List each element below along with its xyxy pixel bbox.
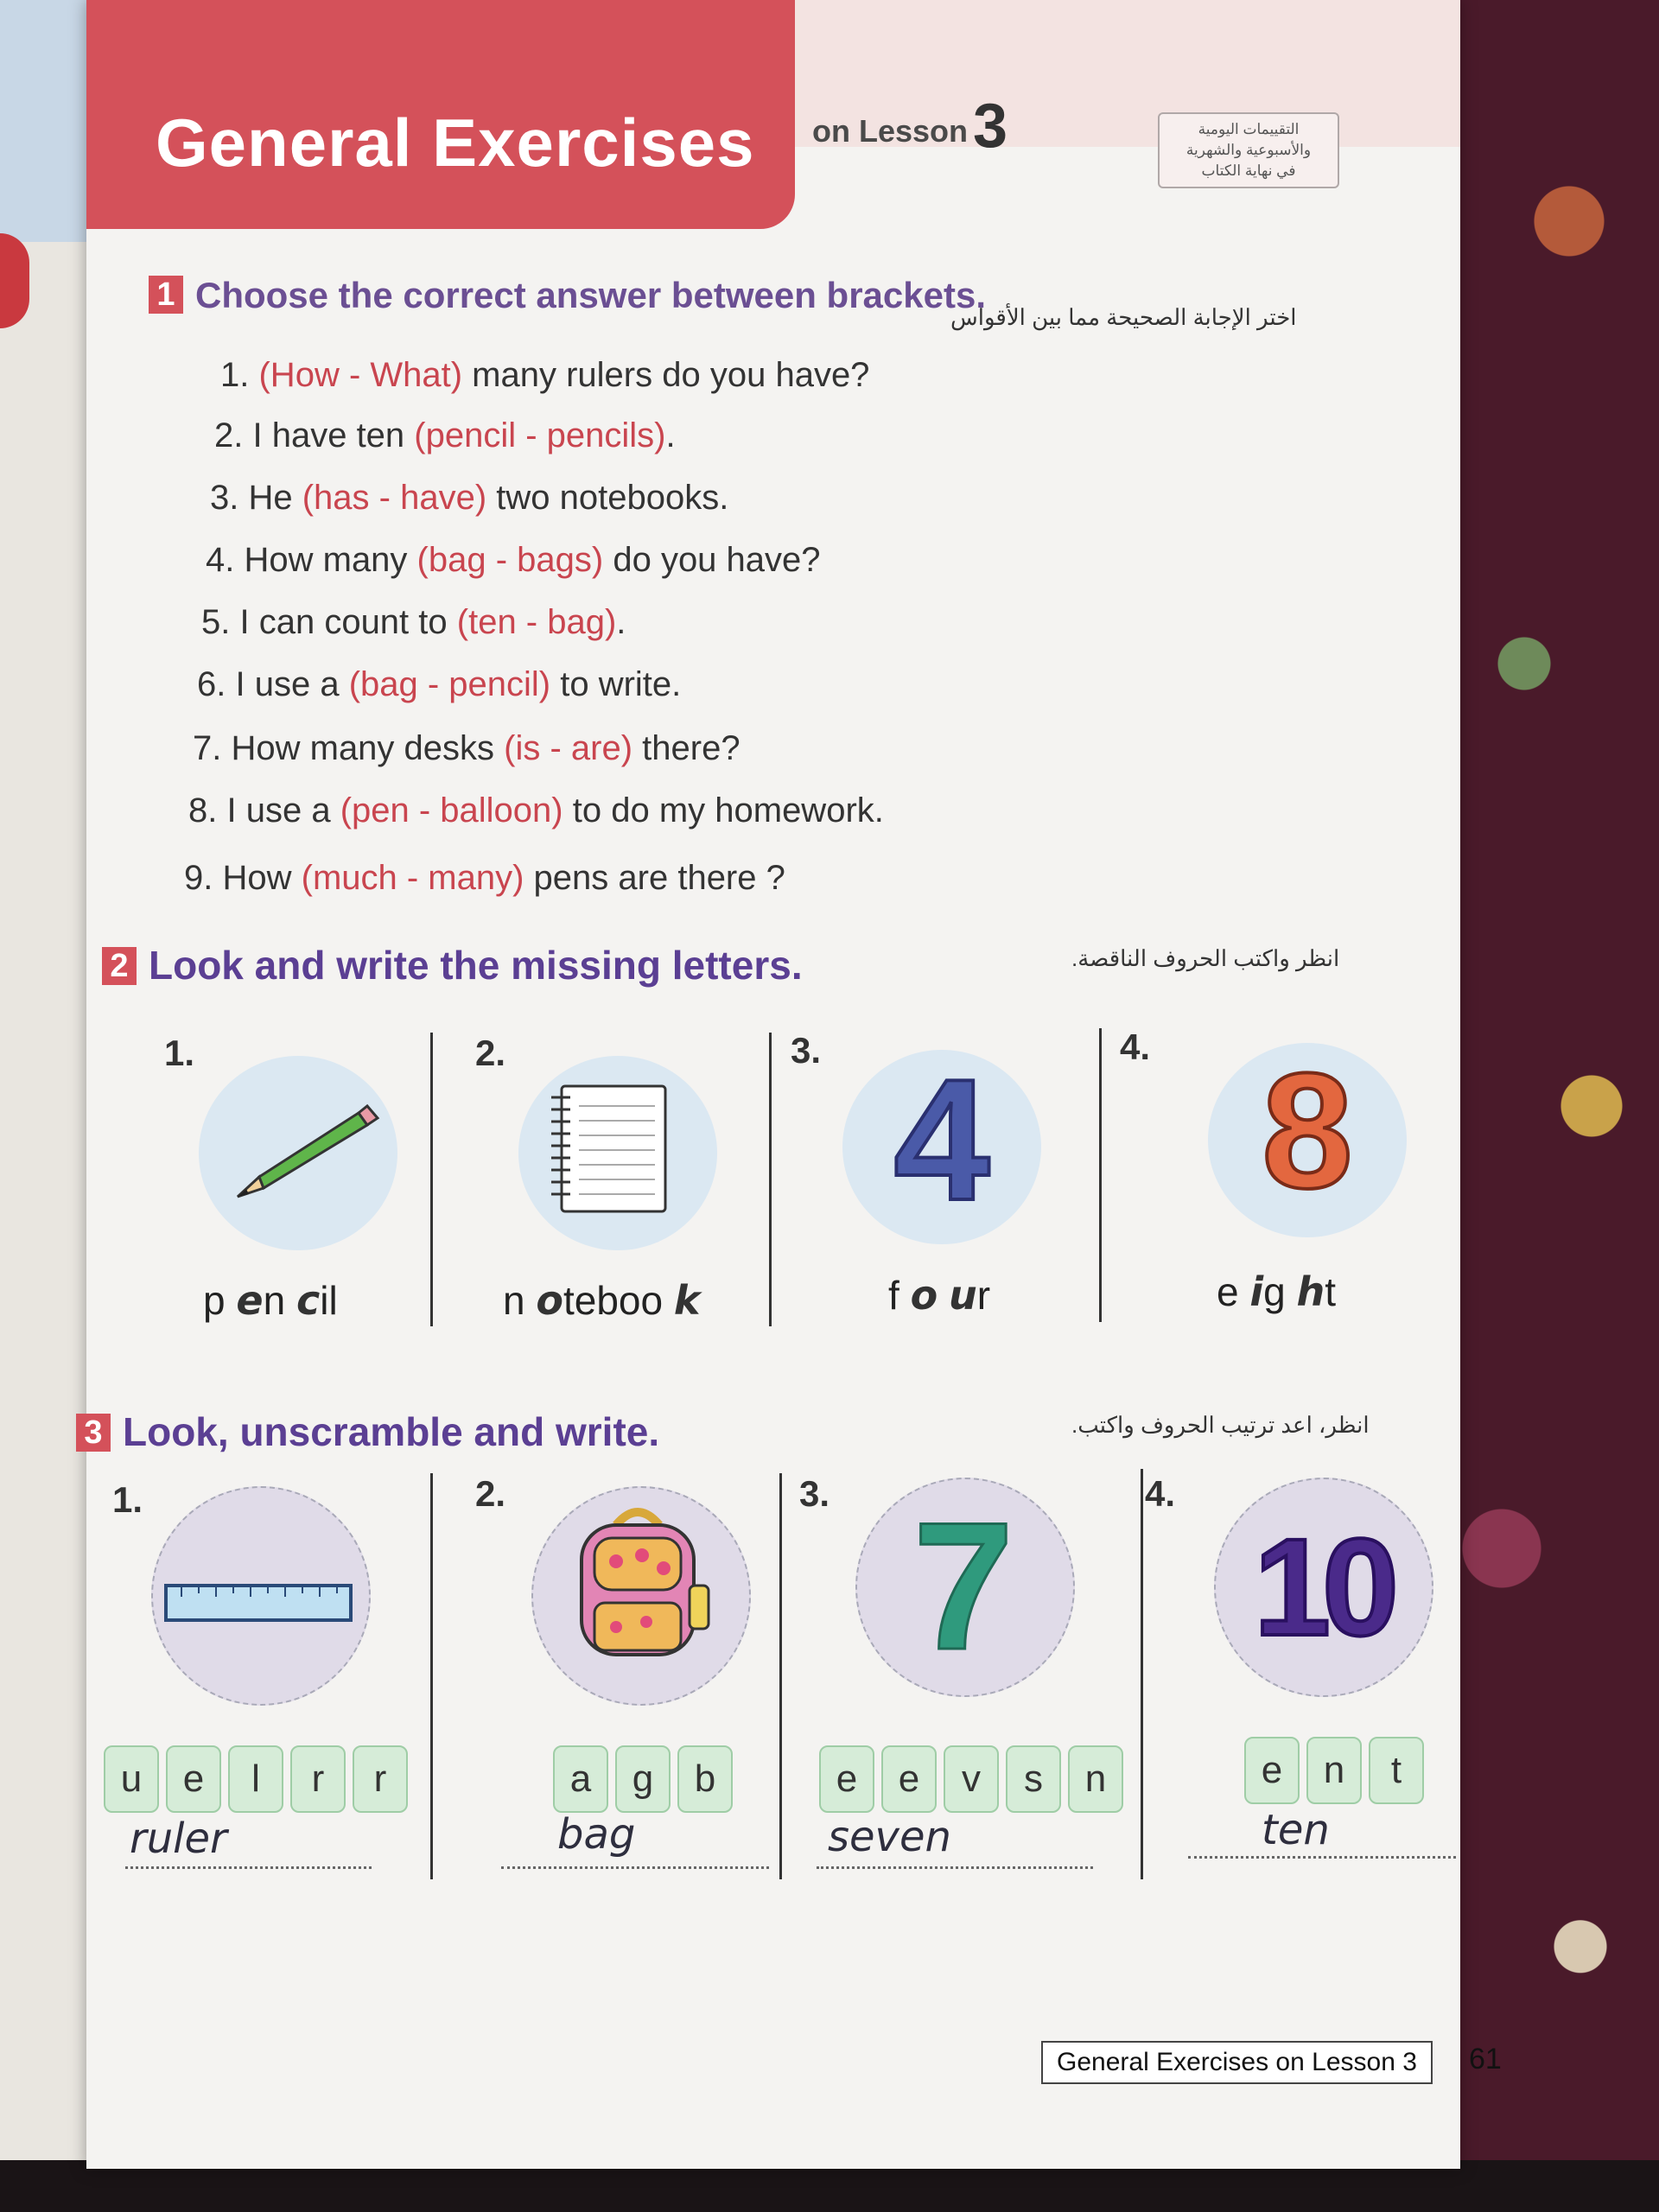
answer-options: (much - many) (301, 859, 524, 897)
missing-letters-word (503, 1277, 700, 1324)
answer-options: (How - What) (258, 356, 463, 394)
answer-options: (has - have) (302, 479, 487, 517)
carpet-background (1434, 0, 1659, 2212)
question-8 (188, 791, 884, 830)
pencil-icon (212, 1097, 385, 1210)
letter-tiles (819, 1745, 1123, 1813)
item-number: 1. (112, 1479, 143, 1520)
question-text: . (616, 603, 626, 641)
question-number: 8. (188, 791, 218, 830)
lesson-label (812, 91, 1007, 162)
answer-options: (bag - pencil) (348, 665, 551, 703)
missing-letters-word (888, 1272, 990, 1319)
section-1-heading (149, 275, 986, 316)
letter-tile: l (228, 1745, 283, 1813)
section-1-arabic: اختر الإجابة الصحيحة مما بين الأقواس (950, 304, 1297, 330)
word-part: n (503, 1278, 525, 1323)
item-number: 2. (475, 1033, 506, 1073)
handwritten-letter: e (236, 1277, 264, 1324)
badge-line: والأسبوعية والشهرية (1185, 142, 1312, 158)
question-text: He (248, 479, 302, 517)
assessment-badge (1158, 112, 1339, 188)
notebook-icon (544, 1082, 674, 1216)
question-text: to do my homework. (563, 791, 884, 830)
section-heading-text: Choose the correct answer between brackets. (195, 275, 986, 315)
handwritten-letter: k (673, 1277, 701, 1324)
question-9 (184, 859, 785, 898)
letter-tile: e (166, 1745, 221, 1813)
item-number: 4. (1145, 1473, 1176, 1514)
letter-tile: a (553, 1745, 608, 1813)
letter-tile: e (1244, 1737, 1300, 1804)
question-number: 9. (184, 859, 213, 897)
missing-letters-word (1217, 1268, 1336, 1315)
workbook-page (84, 0, 1502, 2169)
letter-tile: v (944, 1745, 999, 1813)
number-picture: 4 (893, 1044, 990, 1236)
answer-options: (pen - balloon) (340, 791, 563, 830)
letter-tiles (104, 1745, 408, 1813)
item-number: 3. (799, 1473, 830, 1514)
question-text: How many (244, 541, 417, 579)
answer-options: (bag - bags) (416, 541, 604, 579)
item-number: 3. (791, 1030, 822, 1071)
handwritten-answer: ruler (130, 1815, 227, 1863)
section-2-arabic: انظر واكتب الحروف الناقصة. (1071, 945, 1340, 971)
answer-line (501, 1866, 769, 1869)
divider (779, 1473, 782, 1879)
question-text: . (665, 416, 676, 454)
letter-tile: r (290, 1745, 346, 1813)
handwritten-letter: u (948, 1272, 977, 1319)
divider (1099, 1028, 1102, 1322)
badge-line: في نهاية الكتاب (1201, 162, 1296, 179)
answer-options: (is - are) (504, 729, 633, 767)
item-number: 1. (164, 1033, 195, 1073)
section-heading-text: Look, unscramble and write. (123, 1409, 660, 1454)
item-number: 4. (1120, 1027, 1151, 1067)
section-number: 1 (149, 276, 183, 314)
question-text: pens are there ? (524, 859, 785, 897)
previous-page-header (0, 0, 99, 242)
letter-tile: n (1306, 1737, 1362, 1804)
question-text: How many desks (231, 729, 505, 767)
missing-letters-word (203, 1277, 338, 1324)
letter-tile: r (353, 1745, 408, 1813)
handwritten-letter: h (1296, 1268, 1325, 1315)
previous-page (0, 0, 99, 2160)
divider (769, 1033, 772, 1326)
section-3-arabic: انظر، اعد ترتيب الحروف واكتب. (1071, 1412, 1370, 1438)
question-7 (193, 729, 741, 768)
lesson-number: 3 (973, 92, 1008, 161)
answer-line (125, 1866, 372, 1869)
page-number: 61 (1469, 2043, 1502, 2075)
handwritten-letter: i (1249, 1268, 1264, 1315)
question-6 (197, 665, 681, 704)
handwritten-letter: c (296, 1277, 321, 1324)
letter-tile: e (819, 1745, 874, 1813)
section-number: 3 (76, 1414, 111, 1452)
letter-tile: t (1369, 1737, 1424, 1804)
word-part: t (1325, 1269, 1337, 1314)
letter-tile: n (1068, 1745, 1123, 1813)
question-text: there? (632, 729, 741, 767)
letter-tile: u (104, 1745, 159, 1813)
word-part: p (203, 1278, 226, 1323)
letter-tile: g (615, 1745, 671, 1813)
number-picture: 10 (1254, 1510, 1390, 1664)
question-5 (201, 603, 626, 642)
divider (430, 1033, 433, 1326)
question-text: How (222, 859, 302, 897)
handwritten-letter: o (910, 1272, 938, 1319)
word-part: e (1217, 1269, 1239, 1314)
item-number: 2. (475, 1473, 506, 1514)
letter-tile: b (677, 1745, 733, 1813)
backpack-icon (560, 1499, 715, 1672)
word-part: il (320, 1278, 338, 1323)
question-text: I use a (235, 665, 349, 703)
question-text: I can count to (239, 603, 457, 641)
question-text: two notebooks. (486, 479, 729, 517)
question-number: 4. (206, 541, 235, 579)
word-part: r (976, 1273, 991, 1318)
question-number: 3. (210, 479, 239, 517)
word-part: teboo (563, 1278, 664, 1323)
letter-tiles (553, 1745, 733, 1813)
answer-options: (ten - bag) (456, 603, 617, 641)
letter-tile: e (881, 1745, 937, 1813)
question-1 (220, 356, 869, 395)
handwritten-letter: o (536, 1277, 563, 1324)
question-number: 7. (193, 729, 222, 767)
word-part: f (888, 1273, 899, 1318)
question-text: I have ten (252, 416, 415, 454)
word-part: n (263, 1278, 286, 1323)
question-text: I use a (226, 791, 340, 830)
answer-line (1188, 1856, 1456, 1859)
handwritten-answer: ten (1262, 1806, 1330, 1854)
lesson-label-text: on Lesson (812, 113, 969, 149)
question-2 (214, 416, 676, 455)
question-4 (206, 541, 821, 580)
answer-line (817, 1866, 1093, 1869)
question-number: 5. (201, 603, 231, 641)
letter-tiles (1244, 1737, 1424, 1804)
title-box (86, 0, 795, 229)
handwritten-answer: bag (557, 1810, 636, 1859)
answer-options: (pencil - pencils) (414, 416, 666, 454)
question-3 (210, 479, 728, 518)
question-text: do you have? (603, 541, 821, 579)
previous-page-tab (0, 233, 29, 328)
section-2-heading (102, 942, 803, 988)
divider (430, 1473, 433, 1879)
handwritten-answer: seven (828, 1813, 951, 1861)
word-part: g (1263, 1269, 1286, 1314)
question-number: 2. (214, 416, 244, 454)
question-text: to write. (550, 665, 682, 703)
number-picture: 8 (1262, 1039, 1353, 1223)
footer-title: General Exercises on Lesson 3 (1041, 2041, 1433, 2084)
question-number: 6. (197, 665, 226, 703)
section-3-heading (76, 1408, 659, 1455)
number-picture: 7 (912, 1484, 1014, 1688)
letter-tile: s (1006, 1745, 1061, 1813)
page-title: General Exercises (156, 105, 755, 181)
divider (1141, 1469, 1143, 1879)
ruler-icon (164, 1581, 354, 1624)
section-heading-text: Look and write the missing letters. (149, 943, 803, 988)
question-number: 1. (220, 356, 250, 394)
section-number: 2 (102, 947, 137, 985)
badge-line: التقييمات اليومية (1198, 121, 1300, 137)
question-text: many rulers do you have? (462, 356, 870, 394)
